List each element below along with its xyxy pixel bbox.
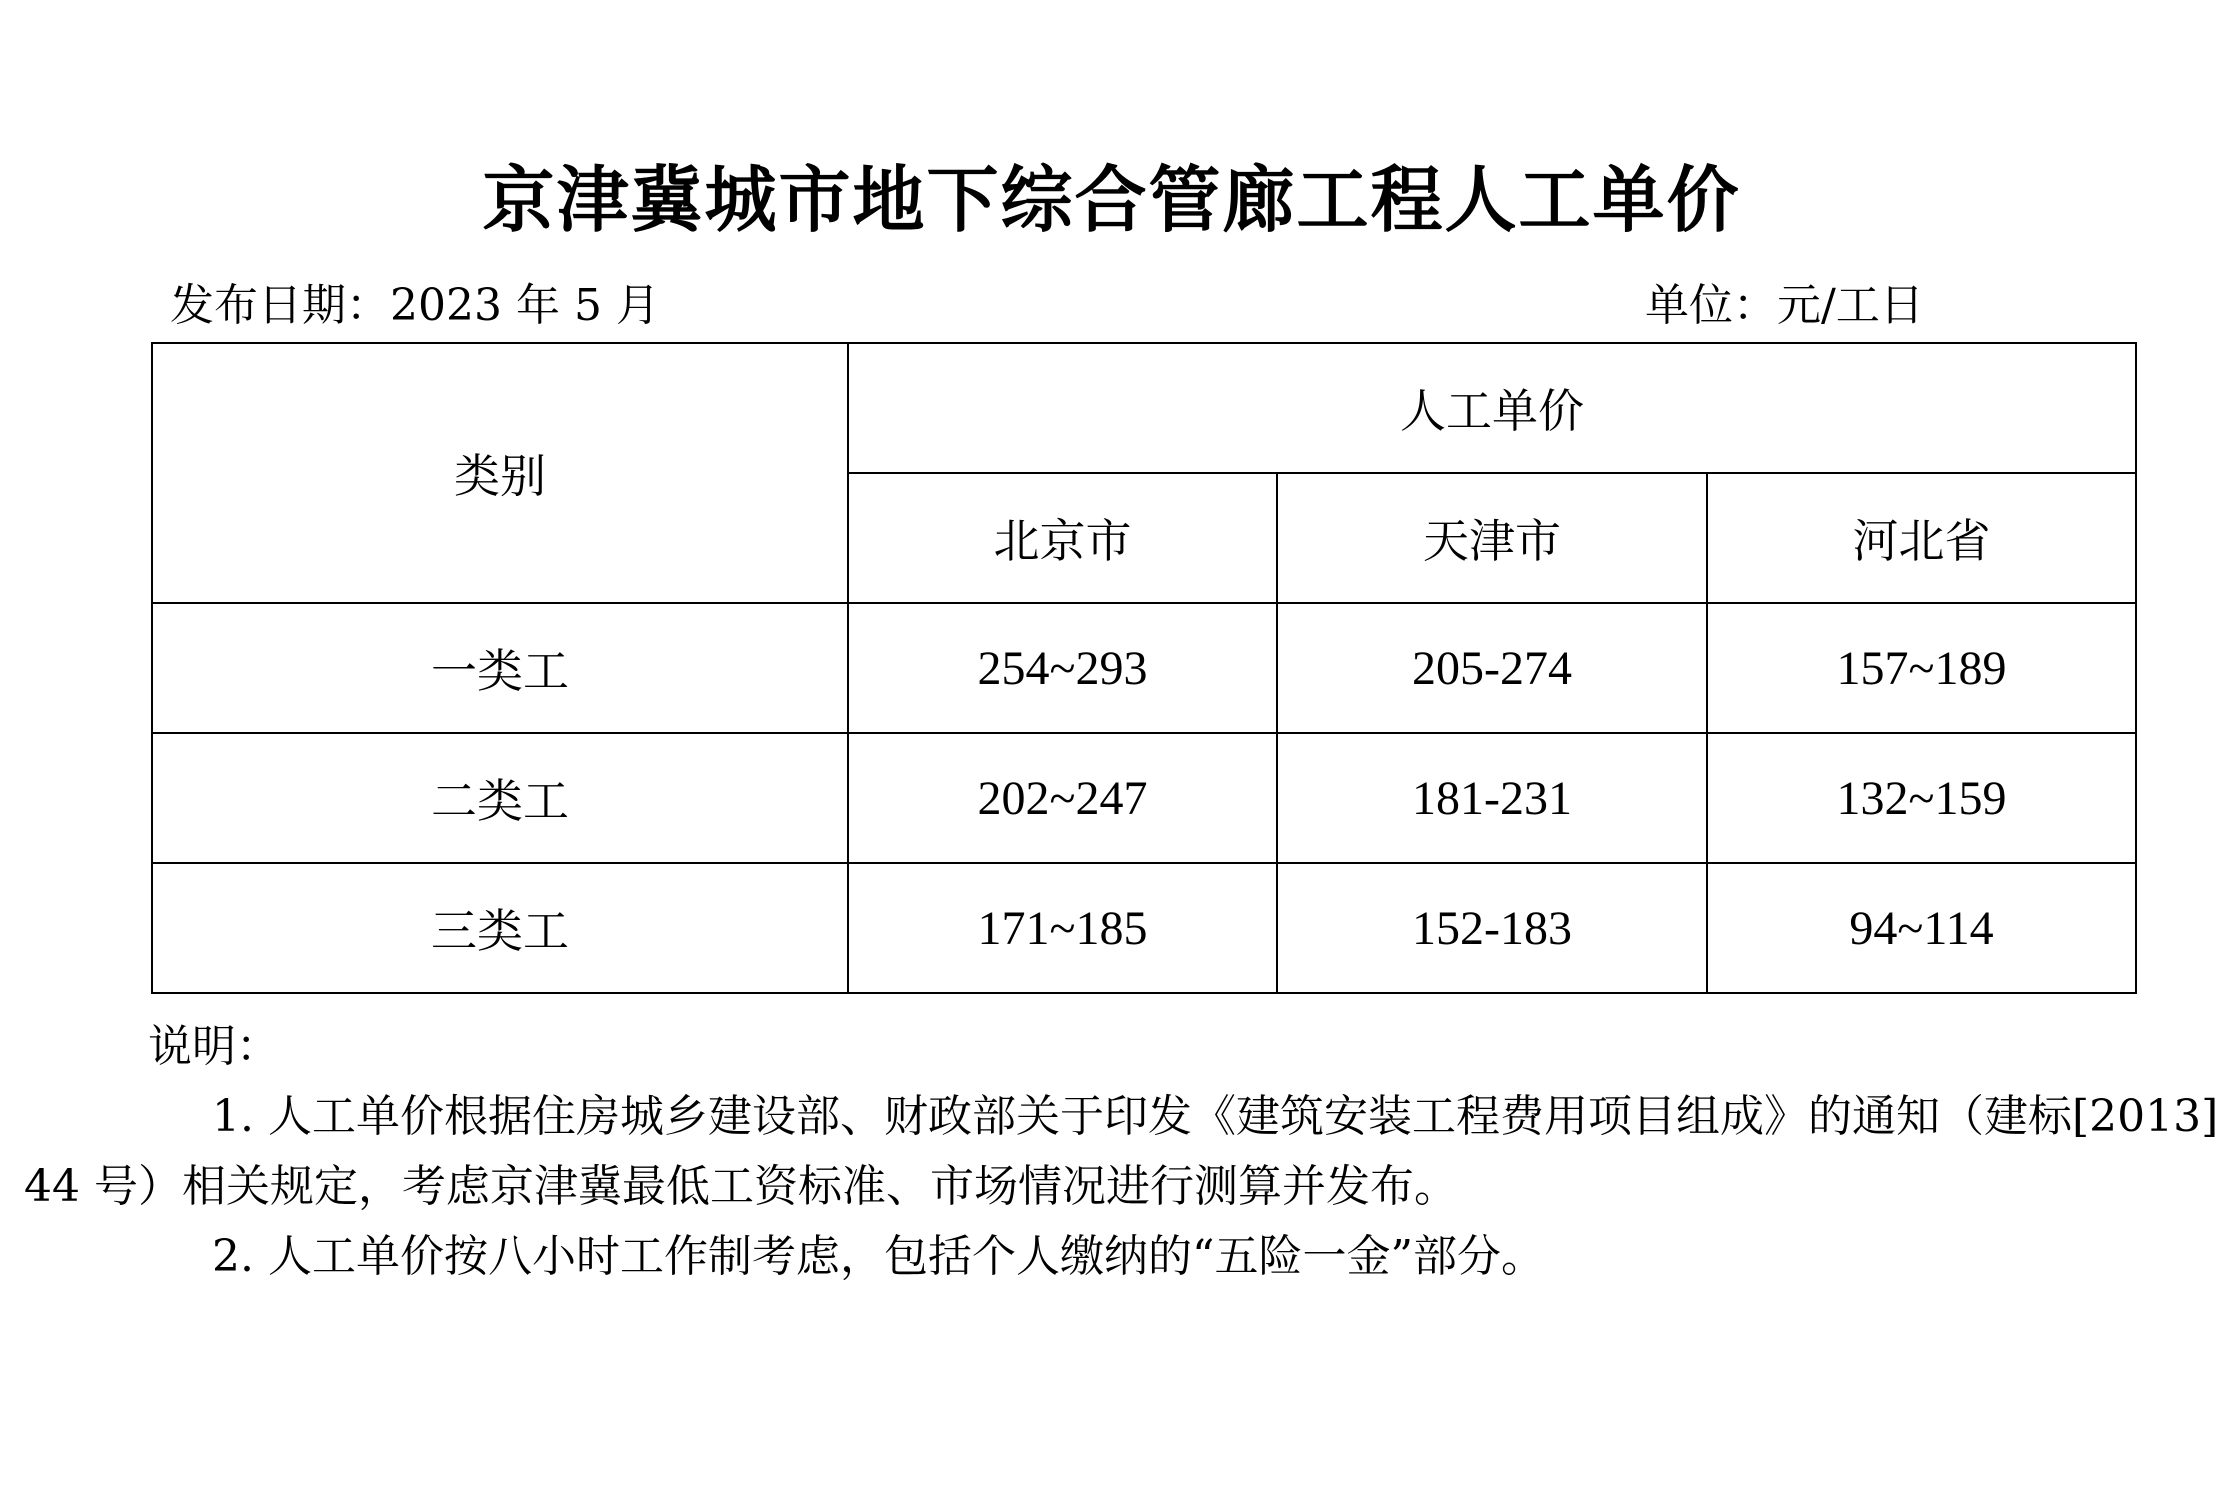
price-cell: 152-183 (1277, 863, 1707, 993)
region-header-hebei: 河北省 (1707, 473, 2136, 603)
category-header: 类别 (152, 343, 848, 603)
note-item-2: 2. 人工单价按八小时工作制考虑，包括个人缴纳的“五险一金”部分。 (212, 1231, 1545, 1282)
price-table (151, 342, 2137, 994)
price-cell: 254~293 (848, 603, 1277, 733)
price-cell: 94~114 (1707, 863, 2136, 993)
row-category: 二类工 (152, 733, 848, 863)
unit-label: 单位：元/工日 (1645, 280, 1924, 331)
price-cell: 171~185 (848, 863, 1277, 993)
table-row (152, 733, 2136, 863)
notes-section (24, 1012, 2223, 1292)
row-category: 一类工 (152, 603, 848, 733)
price-cell: 132~159 (1707, 733, 2136, 863)
page-title: 京津冀城市地下综合管廊工程人工单价 (482, 158, 1741, 242)
region-header-tianjin: 天津市 (1277, 473, 1707, 603)
price-cell: 157~189 (1707, 603, 2136, 733)
price-cell: 202~247 (848, 733, 1277, 863)
release-date: 发布日期：2023 年 5 月 (170, 280, 660, 331)
table-header-row (152, 343, 2136, 473)
note-item-1: 1. 人工单价根据住房城乡建设部、财政部关于印发《建筑安装工程费用项目组成》的通知（建标[2013]44 号）相关规定，考虑京津冀最低工资标准、市场情况进行测算并发布。 (24, 1091, 2219, 1212)
notes-heading: 说明： (148, 1021, 280, 1072)
price-header: 人工单价 (848, 343, 2136, 473)
price-cell: 205-274 (1277, 603, 1707, 733)
table-row (152, 863, 2136, 993)
region-header-beijing: 北京市 (848, 473, 1277, 603)
table-row (152, 603, 2136, 733)
price-cell: 181-231 (1277, 733, 1707, 863)
row-category: 三类工 (152, 863, 848, 993)
